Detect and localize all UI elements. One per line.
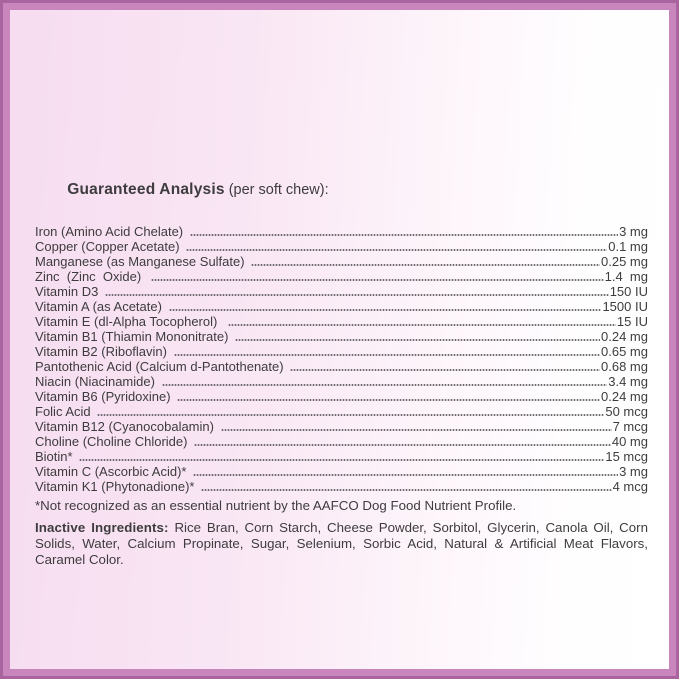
nutrient-value: 15 mcg: [605, 449, 648, 464]
dotted-leader: [201, 479, 612, 494]
analysis-row: [35, 299, 648, 314]
nutrient-label: Copper (Copper Acetate): [35, 239, 184, 254]
nutrient-value: 0.68 mg: [601, 359, 648, 374]
analysis-row: [35, 449, 648, 464]
nutrient-label: Vitamin D3: [35, 284, 102, 299]
nutrient-value: 50 mcg: [605, 404, 648, 419]
analysis-row: [35, 329, 648, 344]
dotted-leader: [221, 419, 612, 434]
nutrient-value: 0.24 mg: [601, 389, 648, 404]
analysis-table: [35, 224, 648, 494]
dotted-leader: [190, 224, 618, 239]
label-content: [10, 10, 669, 669]
dotted-leader: [251, 254, 600, 269]
nutrient-label: Niacin (Niacinamide): [35, 374, 159, 389]
nutrient-value: 3 mg: [619, 464, 648, 479]
analysis-row: [35, 464, 648, 479]
inactive-ingredients-text: Rice Bran, Corn Starch, Cheese Powder, Sorbitol, Glycerin, Canola Oil, Corn Solids, Water, Calcium Propinate, Sugar, Selenium, Sorbic Acid, Natural & Artificial Meat Flavors, Caramel Color.: [35, 520, 648, 567]
analysis-row: [35, 434, 648, 449]
dotted-leader: [186, 239, 607, 254]
analysis-row: [35, 314, 648, 329]
dotted-leader: [79, 449, 604, 464]
section-title-note: (per soft chew):: [224, 182, 329, 198]
dotted-leader: [174, 344, 600, 359]
dotted-leader: [194, 434, 611, 449]
analysis-row: [35, 404, 648, 419]
nutrient-label: Vitamin B2 (Riboflavin): [35, 344, 171, 359]
nutrient-label: Pantothenic Acid (Calcium d-Pantothenate): [35, 359, 288, 374]
nutrient-label: Choline (Choline Chloride): [35, 434, 192, 449]
nutrient-value: 1.4 mg: [604, 269, 648, 284]
dotted-leader: [290, 359, 600, 374]
dotted-leader: [169, 299, 602, 314]
nutrient-label: Manganese (as Manganese Sulfate): [35, 254, 249, 269]
inactive-ingredients: [35, 520, 648, 567]
nutrient-value: 0.65 mg: [601, 344, 648, 359]
analysis-row: [35, 284, 648, 299]
dotted-leader: [151, 269, 603, 284]
dotted-leader: [235, 329, 600, 344]
nutrient-value: 0.24 mg: [601, 329, 648, 344]
nutrient-label: Vitamin K1 (Phytonadione)*: [35, 479, 199, 494]
dotted-leader: [105, 284, 609, 299]
analysis-row: [35, 344, 648, 359]
analysis-row: [35, 479, 648, 494]
nutrient-label: Folic Acid: [35, 404, 95, 419]
dotted-leader: [193, 464, 618, 479]
section-title: [35, 164, 648, 216]
analysis-row: [35, 374, 648, 389]
analysis-row: [35, 239, 648, 254]
nutrient-value: 15 IU: [616, 314, 648, 329]
nutrient-value: 4 mcg: [612, 479, 648, 494]
analysis-row: [35, 359, 648, 374]
nutrient-value: 7 mcg: [612, 419, 648, 434]
dotted-leader: [162, 374, 608, 389]
nutrient-label: Vitamin A (as Acetate): [35, 299, 166, 314]
nutrient-label: Vitamin C (Ascorbic Acid)*: [35, 464, 191, 479]
nutrient-label: Vitamin B12 (Cyanocobalamin): [35, 419, 218, 434]
analysis-row: [35, 254, 648, 269]
nutrient-value: 3.4 mg: [608, 374, 648, 389]
analysis-row: [35, 269, 648, 284]
analysis-row: [35, 224, 648, 239]
nutrient-value: 40 mg: [611, 434, 648, 449]
section-title-main: Guaranteed Analysis: [67, 181, 225, 198]
dotted-leader: [177, 389, 600, 404]
nutrient-label: Biotin*: [35, 449, 77, 464]
nutrient-value: 0.1 mg: [608, 239, 648, 254]
nutrient-label: Iron (Amino Acid Chelate): [35, 224, 187, 239]
nutrient-label: Zinc (Zinc Oxide): [35, 269, 149, 284]
nutrient-value: 1500 IU: [602, 299, 648, 314]
analysis-row: [35, 389, 648, 404]
nutrient-label: Vitamin B6 (Pyridoxine): [35, 389, 175, 404]
nutrient-value: 3 mg: [619, 224, 648, 239]
nutrient-label: Vitamin B1 (Thiamin Mononitrate): [35, 329, 233, 344]
inactive-ingredients-label: Inactive Ingredients:: [35, 520, 175, 535]
nutrient-value: 0.25 mg: [601, 254, 648, 269]
analysis-row: [35, 419, 648, 434]
dotted-leader: [228, 314, 616, 329]
footnote: *Not recognized as an essential nutrient by the AAFCO Dog Food Nutrient Profile.: [35, 498, 517, 513]
nutrient-value: 150 IU: [609, 284, 648, 299]
dotted-leader: [97, 404, 604, 419]
label-border-inner: [3, 3, 676, 676]
nutrient-label: Vitamin E (dl-Alpha Tocopherol): [35, 314, 225, 329]
